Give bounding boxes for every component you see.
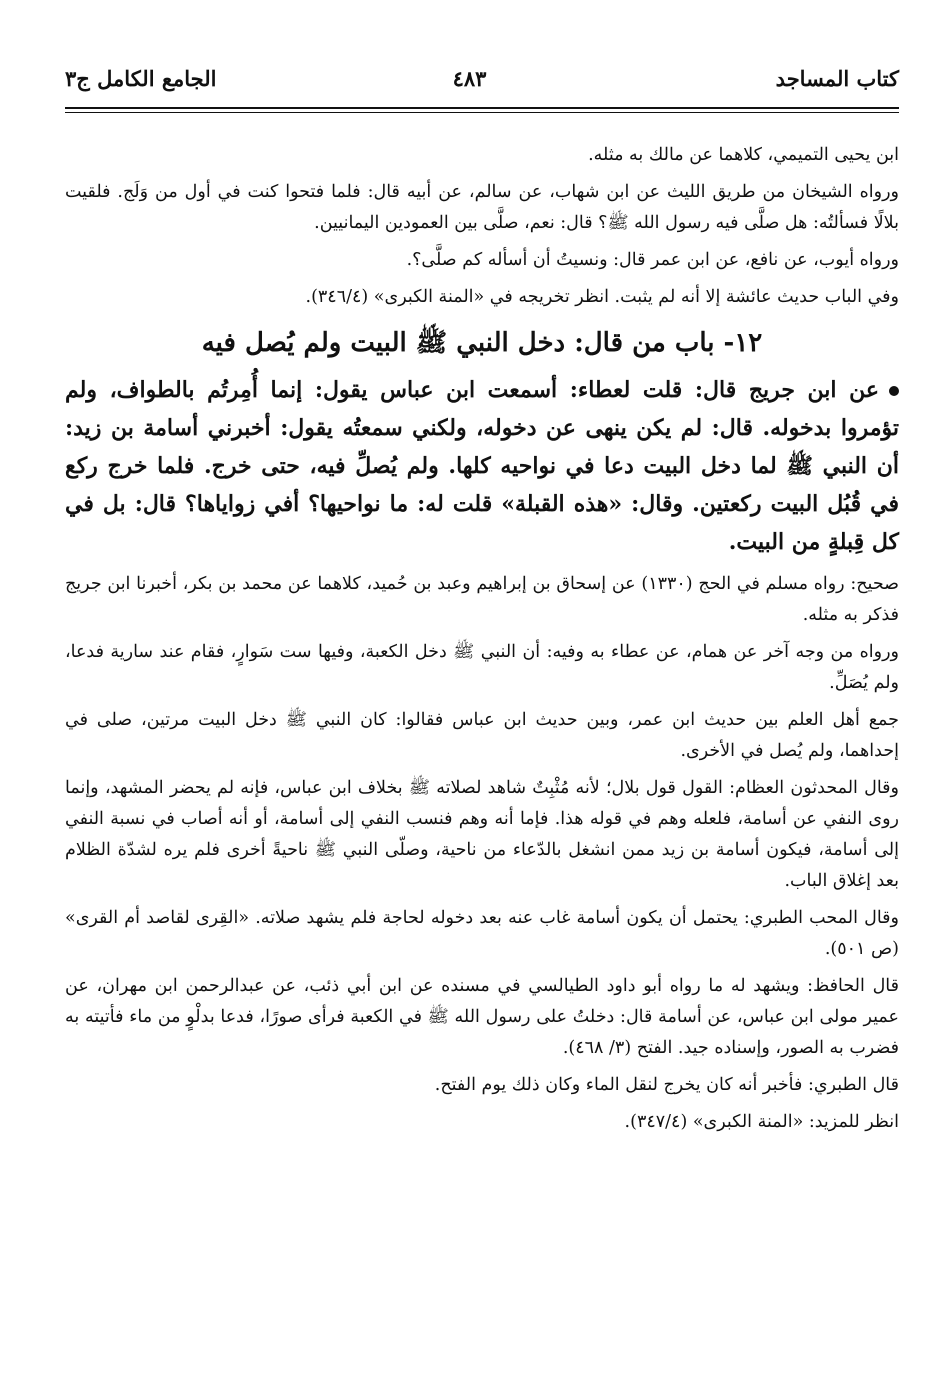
paragraph: وقال المحدثون العظام: القول قول بلال؛ لأنه مُثْبِتٌ شاهد لصلاته ﷺ بخلاف ابن عباس، فإنه لم يحضر المشهد، وإنما روى النفي عن أسامة، فلعله وهم في قوله هذا. فإما أنه وهم فنسب النفي إلى أسامة، أو أنه أصاب في نسبة النفي إلى أسامة، فيكون أسامة بن زيد ممن انشغل بالدّعاء من ناحية، وصلّى النبي ﷺ ناحيةً أخرى فلم يره لشدّة الظلام بعد إغلاق الباب. bbox=[65, 778, 899, 891]
chapter-title: ١٢- باب من قال: دخل النبي ﷺ البيت ولم يُصل فيه bbox=[201, 328, 763, 358]
paragraph: ورواه الشيخان من طريق الليث عن ابن شهاب، عن سالم، عن أبيه قال: فلما فتحوا كنت في أول من وَلَج. فلقيت بلالًا فسألتُه: هل صلَّى فيه رسول الله ﷺ؟ قال: نعم، صلَّى بين العمودين اليمانيين. bbox=[65, 182, 899, 233]
paragraph: وقال المحب الطبري: يحتمل أن يكون أسامة غاب عنه بعد دخوله لحاجة فلم يشهد صلاته. «القِرى لقاصد أم القرى» (ص ٥٠١). bbox=[65, 908, 899, 959]
running-header-book: الجامع الكامل ج٣ bbox=[65, 66, 217, 91]
hadith-text bbox=[65, 371, 899, 561]
header-rule-thin bbox=[65, 112, 899, 113]
running-header-chapter: كتاب المساجد bbox=[775, 66, 899, 91]
paragraph: جمع أهل العلم بين حديث ابن عمر، وبين حديث ابن عباس فقالوا: كان النبي ﷺ دخل البيت مرتين، صلى في إحداهما، ولم يُصل في الأخرى. bbox=[65, 710, 899, 761]
header-rule bbox=[65, 107, 899, 109]
paragraph: انظر للمزيد: «المنة الكبرى» (٣٤٧/٤). bbox=[624, 1112, 899, 1132]
paragraph: وفي الباب حديث عائشة إلا أنه لم يثبت. انظر تخريجه في «المنة الكبرى» (٣٤٦/٤). bbox=[305, 287, 899, 307]
bullet-icon bbox=[889, 386, 899, 396]
page-number: ٤٨٣ bbox=[452, 66, 487, 91]
paragraph: قال الحافظ: ويشهد له ما رواه أبو داود الطيالسي في مسنده عن ابن أبي ذئب، عن عبدالرحمن ابن مهران، عن عمير مولى ابن عباس، عن أسامة قال: دخلتُ على رسول الله ﷺ في الكعبة فرأى صورًا، فدعا بدلْوٍ من ماء فأتيته به فضرب به الصور، وإسناده جيد. الفتح (٣/ ٤٦٨). bbox=[65, 976, 899, 1058]
takhrij-paragraph: صحيح: رواه مسلم في الحج (١٣٣٠) عن إسحاق بن إبراهيم وعبد بن حُميد، كلاهما عن محمد بن بكر، أخبرنا ابن جريج فذكر به مثله. bbox=[65, 574, 899, 625]
page-body bbox=[65, 140, 899, 1138]
paragraph: ورواه من وجه آخر عن همام، عن عطاء به وفيه: أن النبي ﷺ دخل الكعبة، وفيها ست سَوارٍ، فقام عند سارية فدعا، ولم يُصَلِّ. bbox=[65, 642, 899, 693]
paragraph: قال الطبري: فأخبر أنه كان يخرج لنقل الماء وكان ذلك يوم الفتح. bbox=[434, 1075, 899, 1095]
paragraph: ابن يحيى التميمي، كلاهما عن مالك به مثله. bbox=[588, 145, 899, 165]
paragraph: ورواه أيوب، عن نافع، عن ابن عمر قال: ونسيتُ أن أسأله كم صلَّى؟. bbox=[406, 250, 899, 270]
hadith-body: عن ابن جريج قال: قلت لعطاء: أسمعت ابن عباس يقول: إنما أُمِرتُم بالطواف، ولم تؤمروا بدخوله. قال: لم يكن ينهى عن دخوله، ولكني سمعتُه يقول: أخبرني أسامة بن زيد: أن النبي ﷺ لما دخل البيت دعا في نواحيه كلها. ولم يُصلِّ فيه، حتى خرج. فلما خرج ركع في قُبُل البيت ركعتين. وقال: «هذه القبلة» قلت له: ما نواحيها؟ أفي زواياها؟ قال: بل في كل قِبلةٍ من البيت. bbox=[65, 377, 899, 555]
